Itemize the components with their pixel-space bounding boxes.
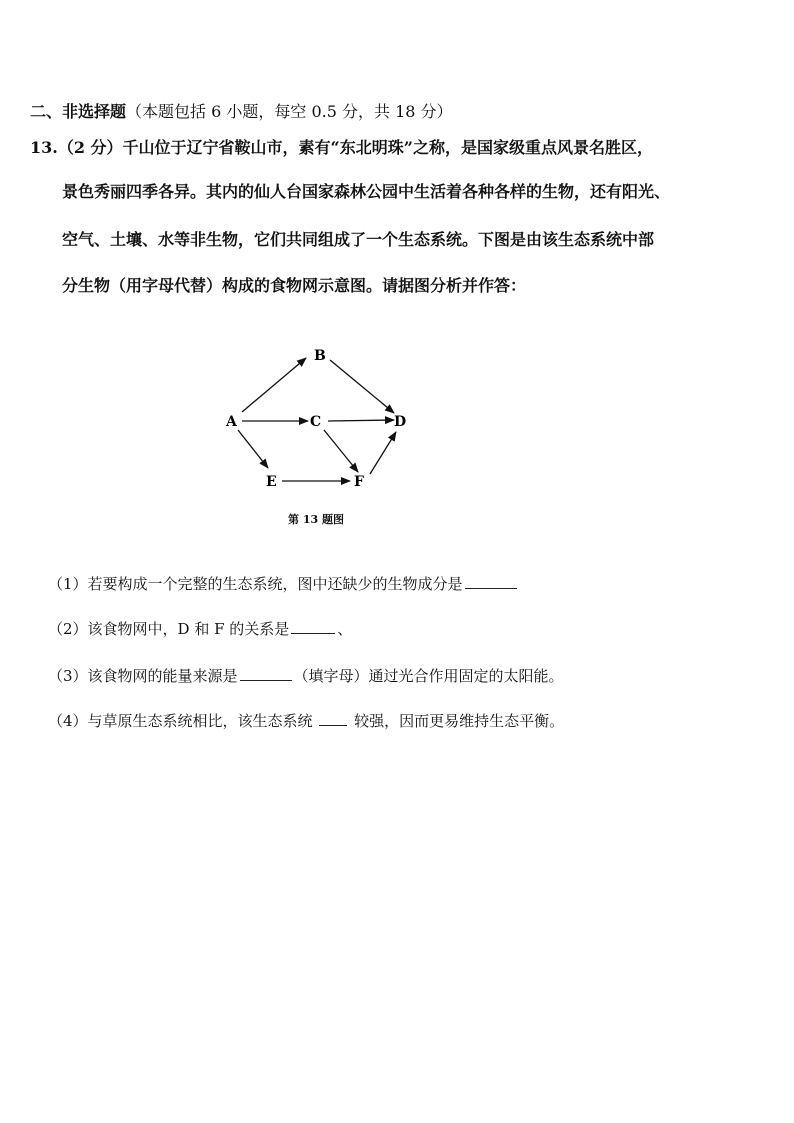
node-f: F <box>354 474 364 490</box>
node-e: E <box>266 474 277 490</box>
question-line-3: 空气、土壤、水等非生物，它们共同组成了一个生态系统。下图是由该生态系统中部 <box>62 230 655 249</box>
node-c: C <box>310 414 322 430</box>
answer-blank-3[interactable] <box>240 664 292 681</box>
subquestion-1-text: （1）若要构成一个完整的生态系统，图中还缺少的生物成分是 <box>48 575 463 593</box>
node-b: B <box>314 348 326 364</box>
node-a: A <box>226 414 237 430</box>
answer-blank-4[interactable] <box>319 709 347 726</box>
edge-a-e <box>238 430 268 468</box>
subquestion-2-text: （2）该食物网中，D 和 F 的关系是 <box>48 620 290 638</box>
section-note: （本题包括 6 小题，每空 0.5 分，共 18 分） <box>126 102 453 121</box>
diagram-caption: 第 13 题图 <box>288 513 344 526</box>
edge-c-d <box>328 420 394 421</box>
node-d: D <box>394 414 407 430</box>
subquestion-3-end: （填字母）通过光合作用固定的太阳能。 <box>293 667 564 685</box>
question-line-1: 13.（2 分）千山位于辽宁省鞍山市，素有“东北明珠”之称，是国家级重点风景名胜区， <box>30 138 653 157</box>
subquestion-4-text: （4）与草原生态系统相比，该生态系统 <box>48 712 313 730</box>
food-web-nodes <box>225 348 406 490</box>
answer-blank-1[interactable] <box>465 572 517 589</box>
question-line-4: 分生物（用字母代替）构成的食物网示意图。请据图分析并作答： <box>62 276 527 295</box>
subquestion-1 <box>48 572 519 596</box>
subquestion-2 <box>48 617 352 641</box>
question-line-2: 景色秀丽四季各异。其内的仙人台国家森林公园中生活着各种各样的生物，还有阳光、 <box>62 182 671 201</box>
subquestion-4-end: 较强，因而更易维持生态平衡。 <box>354 712 565 730</box>
subquestion-4 <box>48 709 564 733</box>
subquestion-3-text: （3）该食物网的能量来源是 <box>48 667 238 685</box>
section-heading: 二、非选择题 <box>30 102 127 121</box>
edge-b-d <box>330 360 394 413</box>
edge-a-b <box>242 358 306 412</box>
food-web-diagram <box>210 340 430 500</box>
answer-blank-2[interactable] <box>291 617 335 634</box>
edge-c-f <box>324 430 358 472</box>
edge-f-d <box>370 432 396 474</box>
subquestion-3 <box>48 664 564 688</box>
subquestion-2-end: 、 <box>337 620 353 638</box>
section-title <box>30 100 453 124</box>
